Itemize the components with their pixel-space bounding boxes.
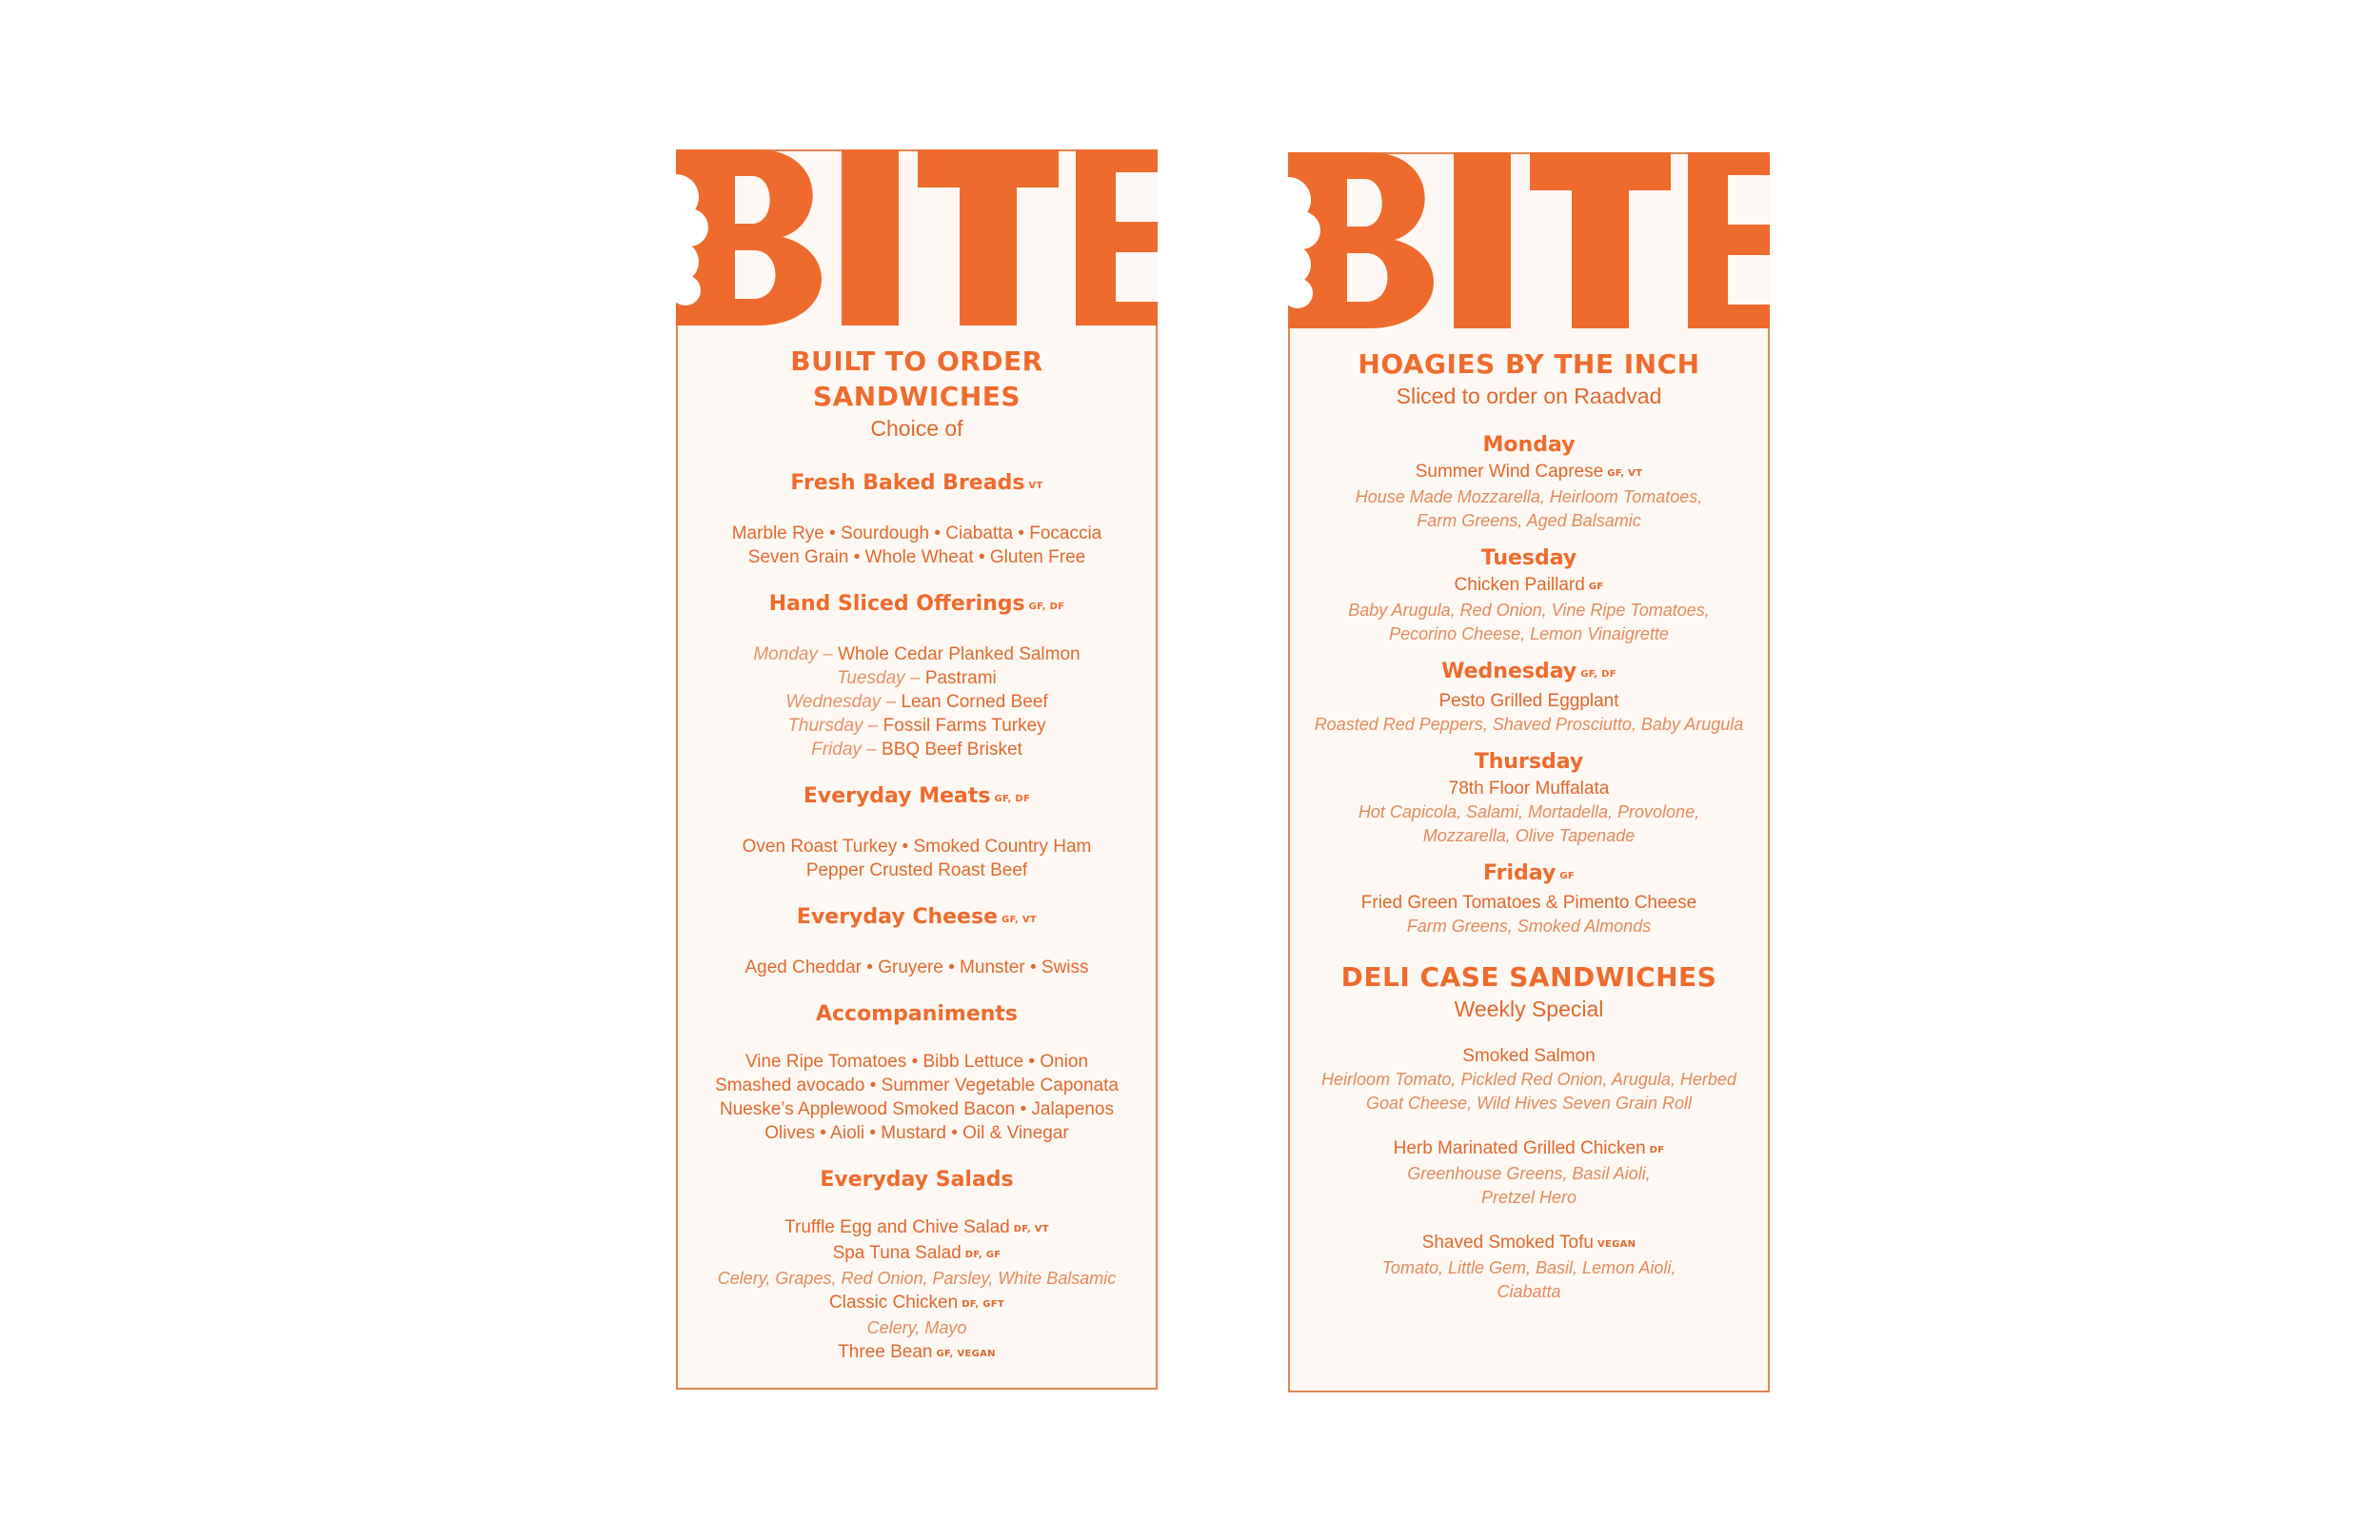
hand-sliced-item: Wednesday – Lean Corned Beef xyxy=(785,692,1048,712)
day-heading-thursday: Thursday xyxy=(1474,750,1584,774)
menu-card-hoagies xyxy=(1288,152,1770,1392)
accompaniments-line: Vine Ripe Tomatoes • Bibb Lettuce • Onion xyxy=(744,1052,1089,1072)
section-title: HOAGIES BY THE INCH xyxy=(1358,348,1700,380)
hoagie-desc: Mozzarella, Olive Tapenade xyxy=(1422,826,1636,845)
hoagie-desc: Roasted Red Peppers, Shaved Prosciutto, Baby Arugula xyxy=(1314,715,1744,734)
meats-line: Oven Roast Turkey • Smoked Country Ham xyxy=(742,837,1092,857)
diet-tag: VT xyxy=(1028,481,1043,491)
day-heading-friday: Friday GF xyxy=(1483,861,1575,885)
hoagie-desc: Hot Capicola, Salami, Mortadella, Provolone, xyxy=(1358,802,1700,821)
salad-item: Classic Chicken DF, GFT xyxy=(829,1293,1004,1313)
deli-item: Smoked Salmon xyxy=(1462,1046,1596,1066)
deli-desc: Goat Cheese, Wild Hives Seven Grain Roll xyxy=(1366,1094,1692,1113)
bite-logo xyxy=(1288,152,1770,328)
hoagie-desc: Farm Greens, Aged Balsamic xyxy=(1417,511,1641,530)
accompaniments-line: Nueske’s Applewood Smoked Bacon • Jalapenos xyxy=(719,1099,1114,1119)
section-subtitle: Sliced to order on Raadvad xyxy=(1396,384,1662,408)
section-title: BUILT TO ORDER xyxy=(790,346,1043,377)
hand-sliced-heading: Hand Sliced Offerings GF, DF xyxy=(768,592,1065,616)
cheese-heading: Everyday Cheese GF, VT xyxy=(796,905,1038,929)
diet-tag: GF, DF xyxy=(1028,602,1065,612)
sandwiches-content xyxy=(678,344,1156,1366)
deli-desc: Greenhouse Greens, Basil Aioli, xyxy=(1407,1164,1651,1183)
salad-item: Spa Tuna Salad DF, GF xyxy=(832,1243,1002,1263)
deli-desc: Tomato, Little Gem, Basil, Lemon Aioli, xyxy=(1381,1258,1676,1277)
salad-item: Three Bean GF, VEGAN xyxy=(838,1342,996,1362)
salad-desc: Celery, Grapes, Red Onion, Parsley, White Balsamic xyxy=(717,1269,1117,1288)
deli-desc: Pretzel Hero xyxy=(1480,1188,1577,1207)
section-subtitle: Choice of xyxy=(870,416,963,441)
accompaniments-heading: Accompaniments xyxy=(815,1002,1019,1026)
day-heading-wednesday: Wednesday GF, DF xyxy=(1441,660,1616,683)
breads-heading: Fresh Baked Breads VT xyxy=(790,471,1043,495)
hand-sliced-item: Monday – Whole Cedar Planked Salmon xyxy=(753,644,1081,664)
hoagies-content xyxy=(1290,346,1768,1304)
deli-item: Herb Marinated Grilled Chicken DF xyxy=(1393,1138,1665,1158)
breads-line: Seven Grain • Whole Wheat • Gluten Free xyxy=(747,547,1086,567)
hand-sliced-item: Tuesday – Pastrami xyxy=(837,668,997,688)
hoagie-desc: House Made Mozzarella, Heirloom Tomatoes, xyxy=(1355,487,1703,506)
cheese-line: Aged Cheddar • Gruyere • Munster • Swiss xyxy=(744,958,1089,977)
hoagie-item: Pesto Grilled Eggplant xyxy=(1438,691,1619,711)
deli-item: Shaved Smoked Tofu VEGAN xyxy=(1421,1233,1636,1253)
accompaniments-line: Smashed avocado • Summer Vegetable Caponata xyxy=(715,1076,1119,1096)
deli-title: DELI CASE SANDWICHES xyxy=(1340,961,1717,993)
meats-line: Pepper Crusted Roast Beef xyxy=(805,860,1028,880)
diet-tag: GF, DF xyxy=(994,794,1031,804)
deli-subtitle: Weekly Special xyxy=(1454,997,1604,1021)
day-heading-tuesday: Tuesday xyxy=(1480,546,1577,570)
diet-tag: GF, VT xyxy=(1001,915,1038,925)
hoagie-desc: Pecorino Cheese, Lemon Vinaigrette xyxy=(1389,624,1669,643)
salad-desc: Celery, Mayo xyxy=(866,1318,967,1337)
salads-heading: Everyday Salads xyxy=(820,1168,1014,1192)
hoagie-item: Fried Green Tomatoes & Pimento Cheese xyxy=(1360,893,1697,913)
hoagie-item: 78th Floor Muffalata xyxy=(1448,779,1610,799)
hoagie-item: Summer Wind Caprese GF, VT xyxy=(1415,462,1643,482)
menu-card-sandwiches xyxy=(676,149,1158,1390)
breads-line: Marble Rye • Sourdough • Ciabatta • Focaccia xyxy=(731,523,1102,543)
hand-sliced-item: Thursday – Fossil Farms Turkey xyxy=(787,716,1046,736)
hoagie-item: Chicken Paillard GF xyxy=(1454,575,1604,595)
day-heading-monday: Monday xyxy=(1482,433,1576,457)
meats-heading: Everyday Meats GF, DF xyxy=(803,784,1031,808)
accompaniments-line: Olives • Aioli • Mustard • Oil & Vinegar xyxy=(764,1123,1069,1143)
hoagie-desc: Baby Arugula, Red Onion, Vine Ripe Tomatoes, xyxy=(1348,601,1710,620)
hoagie-desc: Farm Greens, Smoked Almonds xyxy=(1406,917,1652,936)
bite-logo xyxy=(676,149,1158,326)
hand-sliced-item: Friday – BBQ Beef Brisket xyxy=(811,740,1022,760)
salad-item: Truffle Egg and Chive Salad DF, VT xyxy=(784,1217,1049,1237)
section-title-line2: SANDWICHES xyxy=(812,381,1021,412)
deli-desc: Heirloom Tomato, Pickled Red Onion, Arugula, Herbed xyxy=(1321,1070,1736,1089)
deli-desc: Ciabatta xyxy=(1497,1282,1561,1301)
